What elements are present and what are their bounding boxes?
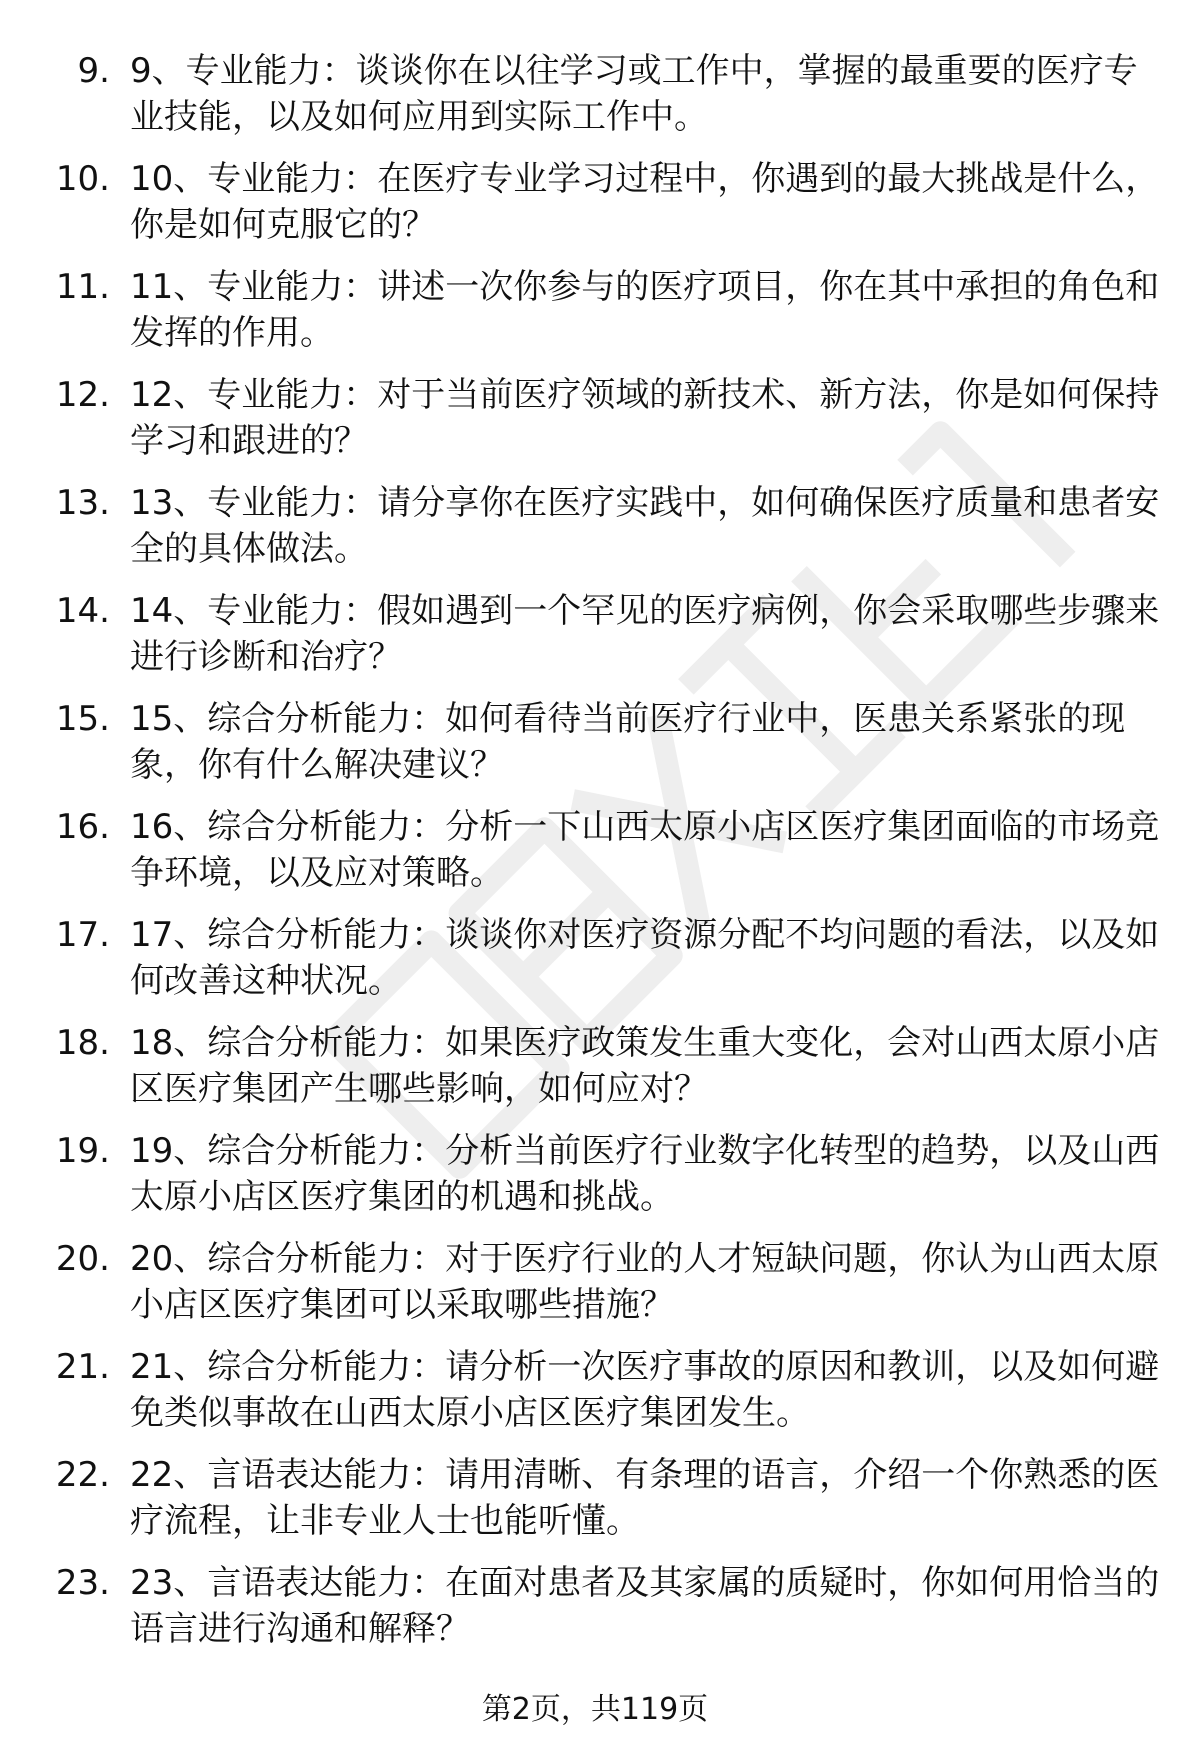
list-item bbox=[0, 912, 1190, 1020]
list-item bbox=[0, 264, 1190, 372]
question-text: 15、综合分析能力：如何看待当前医疗行业中，医患关系紧张的现象，你有什么解决建议？ bbox=[130, 699, 1126, 785]
list-item bbox=[0, 1452, 1190, 1560]
list-item bbox=[0, 1236, 1190, 1344]
list-item bbox=[0, 1344, 1190, 1452]
list-item bbox=[0, 696, 1190, 804]
list-item bbox=[0, 588, 1190, 696]
question-number: 21. bbox=[55, 1347, 110, 1387]
question-text: 16、综合分析能力：分析一下山西太原小店区医疗集团面临的市场竞争环境，以及应对策略。 bbox=[130, 807, 1160, 893]
list-item bbox=[0, 48, 1190, 156]
question-number: 16. bbox=[55, 807, 110, 847]
question-text: 9、专业能力：谈谈你在以往学习或工作中，掌握的最重要的医疗专业技能，以及如何应用到实际工作中。 bbox=[130, 51, 1138, 137]
question-text: 21、综合分析能力：请分析一次医疗事故的原因和教训，以及如何避免类似事故在山西太原小店区医疗集团发生。 bbox=[130, 1347, 1160, 1433]
page-footer: 第2页，共119页 bbox=[481, 1692, 709, 1727]
question-number: 10. bbox=[55, 159, 110, 199]
list-item bbox=[0, 372, 1190, 480]
question-number: 17. bbox=[55, 915, 110, 955]
question-text: 20、综合分析能力：对于医疗行业的人才短缺问题，你认为山西太原小店区医疗集团可以采取哪些措施？ bbox=[130, 1239, 1160, 1325]
list-item bbox=[0, 156, 1190, 264]
question-list bbox=[0, 48, 1190, 1668]
list-item bbox=[0, 480, 1190, 588]
question-text: 22、言语表达能力：请用清晰、有条理的语言，介绍一个你熟悉的医疗流程，让非专业人士也能听懂。 bbox=[130, 1455, 1160, 1541]
list-item bbox=[0, 1128, 1190, 1236]
question-number: 15. bbox=[55, 699, 110, 739]
question-text: 19、综合分析能力：分析当前医疗行业数字化转型的趋势，以及山西太原小店区医疗集团的机遇和挑战。 bbox=[130, 1131, 1160, 1217]
question-number: 18. bbox=[55, 1023, 110, 1063]
question-text: 14、专业能力：假如遇到一个罕见的医疗病例，你会采取哪些步骤来进行诊断和治疗？ bbox=[130, 591, 1160, 677]
question-text: 11、专业能力：讲述一次你参与的医疗项目，你在其中承担的角色和发挥的作用。 bbox=[130, 267, 1160, 353]
question-text: 13、专业能力：请分享你在医疗实践中，如何确保医疗质量和患者安全的具体做法。 bbox=[130, 483, 1160, 569]
question-number: 12. bbox=[55, 375, 110, 415]
question-number: 14. bbox=[55, 591, 110, 631]
question-number: 11. bbox=[55, 267, 110, 307]
question-number: 23. bbox=[55, 1563, 110, 1603]
question-text: 17、综合分析能力：谈谈你对医疗资源分配不均问题的看法，以及如何改善这种状况。 bbox=[130, 915, 1160, 1001]
list-item bbox=[0, 1560, 1190, 1668]
question-text: 10、专业能力：在医疗专业学习过程中，你遇到的最大挑战是什么，你是如何克服它的？ bbox=[130, 159, 1160, 245]
question-text: 18、综合分析能力：如果医疗政策发生重大变化，会对山西太原小店区医疗集团产生哪些影响，如何应对？ bbox=[130, 1023, 1160, 1109]
question-number: 22. bbox=[55, 1455, 110, 1495]
question-number: 19. bbox=[55, 1131, 110, 1171]
list-item bbox=[0, 804, 1190, 912]
question-text: 23、言语表达能力：在面对患者及其家属的质疑时，你如何用恰当的语言进行沟通和解释？ bbox=[130, 1563, 1160, 1649]
question-number: 13. bbox=[55, 483, 110, 523]
question-number: 9. bbox=[77, 51, 110, 91]
question-number: 20. bbox=[55, 1239, 110, 1279]
list-item bbox=[0, 1020, 1190, 1128]
question-text: 12、专业能力：对于当前医疗领域的新技术、新方法，你是如何保持学习和跟进的？ bbox=[130, 375, 1160, 461]
